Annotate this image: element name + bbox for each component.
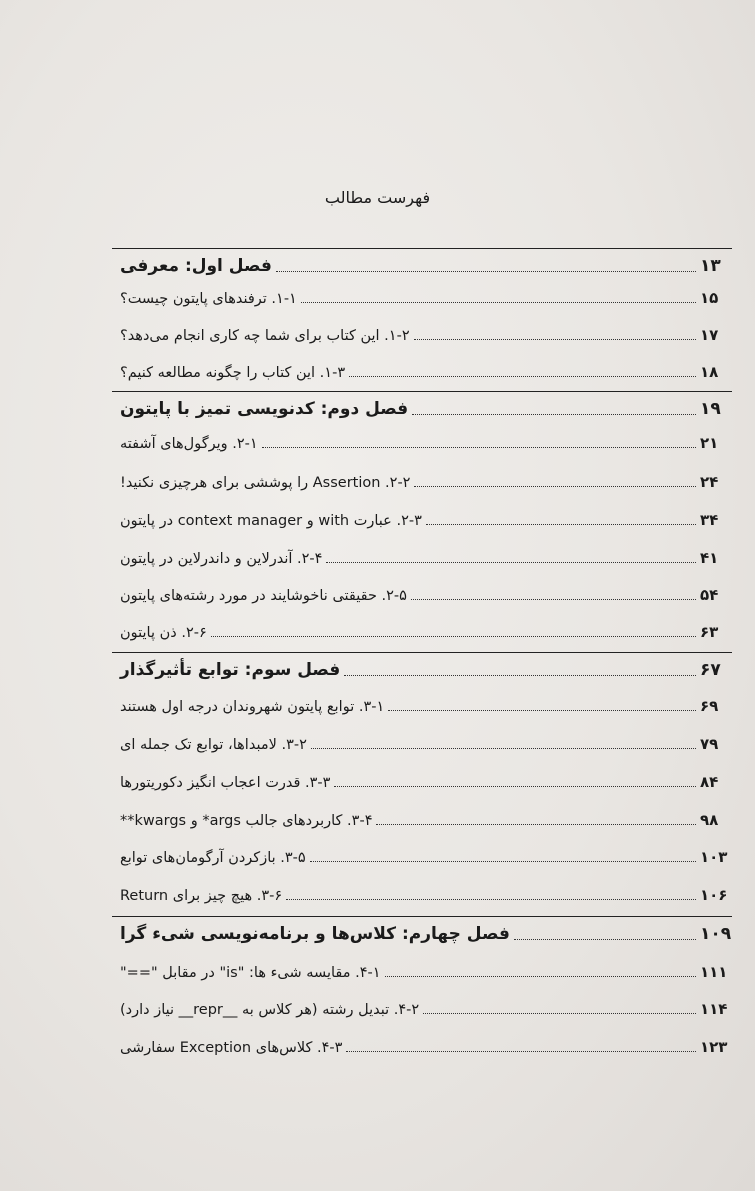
dot-leader	[211, 635, 696, 637]
toc-section-entry	[120, 1038, 730, 1056]
toc-section-entry	[120, 473, 730, 491]
toc-section-entry	[120, 811, 730, 829]
toc-section-entry	[120, 886, 730, 904]
toc-entry-title: فصل چهارم: کلاس‌ها و برنامه‌نویسی شیء گرا	[120, 924, 510, 944]
toc-section-entry	[120, 363, 730, 381]
dot-leader	[388, 709, 696, 711]
toc-chapter-entry	[120, 924, 730, 944]
toc-page-number: ۸۴	[700, 773, 719, 791]
toc-page-number: ۱۰۶	[700, 886, 728, 904]
toc-section-entry	[120, 623, 730, 641]
toc-section-entry	[120, 848, 730, 866]
dot-leader	[346, 1050, 696, 1052]
toc-section-entry	[120, 586, 730, 604]
toc-section-entry	[120, 511, 730, 529]
chapter-divider	[112, 916, 732, 917]
toc-entry-title: ۳-۶. هیچ چیز برای Return	[120, 888, 283, 904]
toc-page-number: ۱۵	[700, 289, 719, 307]
dot-leader	[311, 747, 696, 749]
toc-entry-title: ۲-۲. Assertion را پوششی برای هرچیزی نکنید!	[120, 475, 411, 491]
toc-entry-title: ۳-۱. توابع پایتون شهروندان درجه اول هستند	[120, 699, 385, 715]
toc-entry-title: فصل سوم: توابع تأثیرگذار	[120, 660, 341, 680]
toc-page-number: ۷۹	[700, 735, 719, 753]
toc-entry-title: ۱-۲. این کتاب برای شما چه کاری انجام می‌دهد؟	[120, 328, 410, 344]
toc-page-number: ۶۳	[700, 623, 719, 641]
toc-entry-title: ۲-۳. عبارت with و context manager در پایتون	[120, 513, 422, 529]
toc-chapter-entry	[120, 660, 730, 680]
dot-leader	[286, 898, 696, 900]
toc-entry-title: ۲-۶. ذن پایتون	[120, 625, 207, 641]
toc-entry-title: ۳-۳. قدرت اعجاب انگیز دکوریتورها	[120, 775, 331, 791]
toc-page-number: ۱۰۹	[700, 924, 732, 944]
toc-entry-title: ۲-۴. آندرلاین و داندرلاین در پایتون	[120, 551, 323, 567]
toc-section-entry	[120, 773, 730, 791]
toc-page-number: ۵۴	[700, 586, 719, 604]
dot-leader	[310, 860, 696, 862]
toc-page-number: ۱۱۱	[700, 963, 728, 981]
chapter-divider	[112, 652, 732, 653]
toc-page-number: ۱۲۳	[700, 1038, 728, 1056]
toc-page-number: ۱۷	[700, 326, 719, 344]
chapter-divider	[112, 391, 732, 392]
toc-entry-title: ۱-۱. ترفندهای پایتون چیست؟	[120, 291, 297, 307]
toc-entry-title: ۲-۱. ویرگول‌های آشفته	[120, 436, 258, 452]
toc-page-number: ۱۱۴	[700, 1000, 728, 1018]
toc-page-number: ۳۴	[700, 511, 719, 529]
toc-entry-title: فصل دوم: کدنویسی تمیز با پایتون	[120, 399, 409, 419]
toc-section-entry	[120, 697, 730, 715]
toc-page-number: ۱۸	[700, 363, 719, 381]
toc-entry-title: ۳-۵. بازکردن آرگومان‌های توابع	[120, 850, 306, 866]
dot-leader	[334, 785, 696, 787]
toc-section-entry	[120, 326, 730, 344]
toc-chapter-entry	[120, 399, 730, 419]
toc-title: فهرست مطالب	[324, 188, 431, 207]
toc-page-number: ۱۹	[700, 399, 721, 419]
dot-leader	[426, 523, 696, 525]
toc-page-number: ۹۸	[700, 811, 719, 829]
dot-leader	[385, 975, 696, 977]
dot-leader	[276, 270, 696, 272]
toc-entry-title: ۴-۳. کلاس‌های Exception سفارشی	[120, 1040, 343, 1056]
toc-section-entry	[120, 735, 730, 753]
dot-leader	[414, 338, 696, 340]
toc-chapter-entry	[120, 256, 730, 276]
toc-entry-title: فصل اول: معرفی	[120, 256, 272, 276]
dot-leader	[262, 446, 696, 448]
dot-leader	[414, 485, 696, 487]
dot-leader	[349, 375, 696, 377]
toc-section-entry	[120, 549, 730, 567]
dot-leader	[514, 938, 696, 940]
toc-section-entry	[120, 434, 730, 452]
dot-leader	[376, 823, 696, 825]
toc-entry-title: ۳-۲. لامبداها، توابع تک جمله ای	[120, 737, 307, 753]
dot-leader	[301, 301, 696, 303]
toc-page-number: ۶۷	[700, 660, 721, 680]
dot-leader	[412, 413, 696, 415]
toc-page-number: ۱۰۳	[700, 848, 728, 866]
toc-entry-title: ۱-۳. این کتاب را چگونه مطالعه کنیم؟	[120, 365, 346, 381]
chapter-divider	[112, 248, 732, 249]
toc-section-entry	[120, 1000, 730, 1018]
toc-page-number: ۶۹	[700, 697, 719, 715]
dot-leader	[411, 598, 696, 600]
dot-leader	[423, 1012, 696, 1014]
toc-entry-title: ۴-۲. تبدیل رشته (هر کلاس به __repr__ نیاز دارد)	[120, 1002, 420, 1018]
toc-entry-title: ۳-۴. کاربردهای جالب args* و kwargs**	[120, 813, 373, 829]
toc-page-number: ۴۱	[700, 549, 719, 567]
toc-section-entry	[120, 963, 730, 981]
toc-section-entry	[120, 289, 730, 307]
toc-entry-title: ۴-۱. مقایسه شیء ها: "is" در مقابل "=="	[120, 965, 381, 981]
toc-page-number: ۲۴	[700, 473, 719, 491]
toc-page-number: ۲۱	[700, 434, 719, 452]
toc-page-number: ۱۳	[700, 256, 721, 276]
dot-leader	[344, 674, 696, 676]
dot-leader	[326, 561, 696, 563]
toc-entry-title: ۲-۵. حقیقتی ناخوشایند در مورد رشته‌های پایتون	[120, 588, 407, 604]
